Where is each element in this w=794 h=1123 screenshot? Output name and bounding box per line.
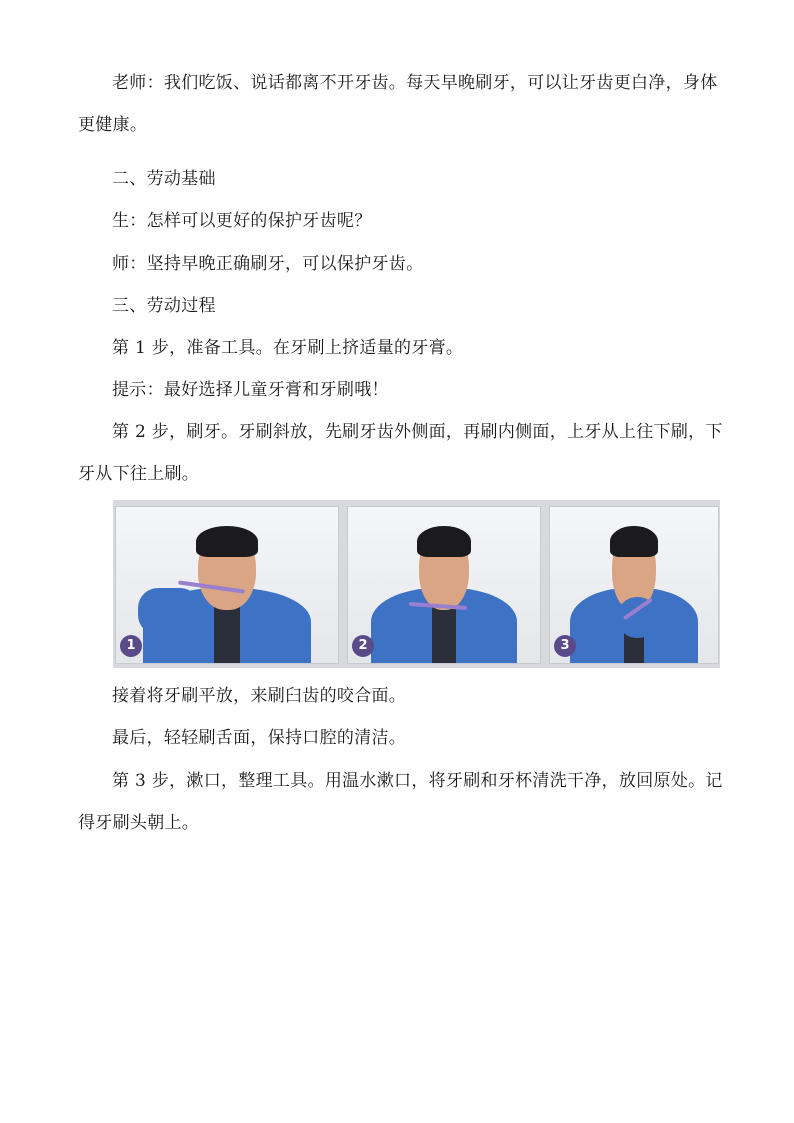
step-badge: 2 (352, 635, 374, 657)
photo-1 (115, 506, 339, 664)
heading-labor-basics: 二、劳动基础 (112, 169, 216, 189)
paragraph-teacher-answer: 师：坚持早晚正确刷牙，可以保护牙齿。 (112, 254, 424, 274)
step-badge: 1 (120, 635, 142, 657)
paragraph-step-1: 第 1 步，准备工具。在牙刷上挤适量的牙膏。 (112, 338, 464, 358)
paragraph-teacher-intro: 老师：我们吃饭、说话都离不开牙齿。每天早晚刷牙，可以让牙齿更白净，身体更健康。 (78, 73, 718, 135)
paragraph-tongue: 最后，轻轻刷舌面，保持口腔的清洁。 (112, 728, 407, 748)
step-badge: 3 (554, 635, 576, 657)
paragraph-step-2: 第 2 步，刷牙。牙刷斜放，先刷牙齿外侧面，再刷内侧面，上牙从上往下刷，下牙从下往上刷。 (78, 422, 723, 484)
paragraph-student-question: 生：怎样可以更好的保护牙齿呢？ (112, 211, 372, 231)
paragraph-tip: 提示：最好选择儿童牙膏和牙刷哦！ (112, 380, 389, 400)
toothbrushing-photo-strip (113, 500, 720, 668)
photo-3 (549, 506, 719, 664)
paragraph-step-3: 第 3 步，漱口，整理工具。用温水漱口，将牙刷和牙杯清洗干净，放回原处。记得牙刷头朝上。 (78, 771, 723, 833)
heading-labor-process: 三、劳动过程 (112, 296, 216, 316)
photo-2 (347, 506, 541, 664)
paragraph-occlusal: 接着将牙刷平放，来刷臼齿的咬合面。 (112, 686, 407, 706)
